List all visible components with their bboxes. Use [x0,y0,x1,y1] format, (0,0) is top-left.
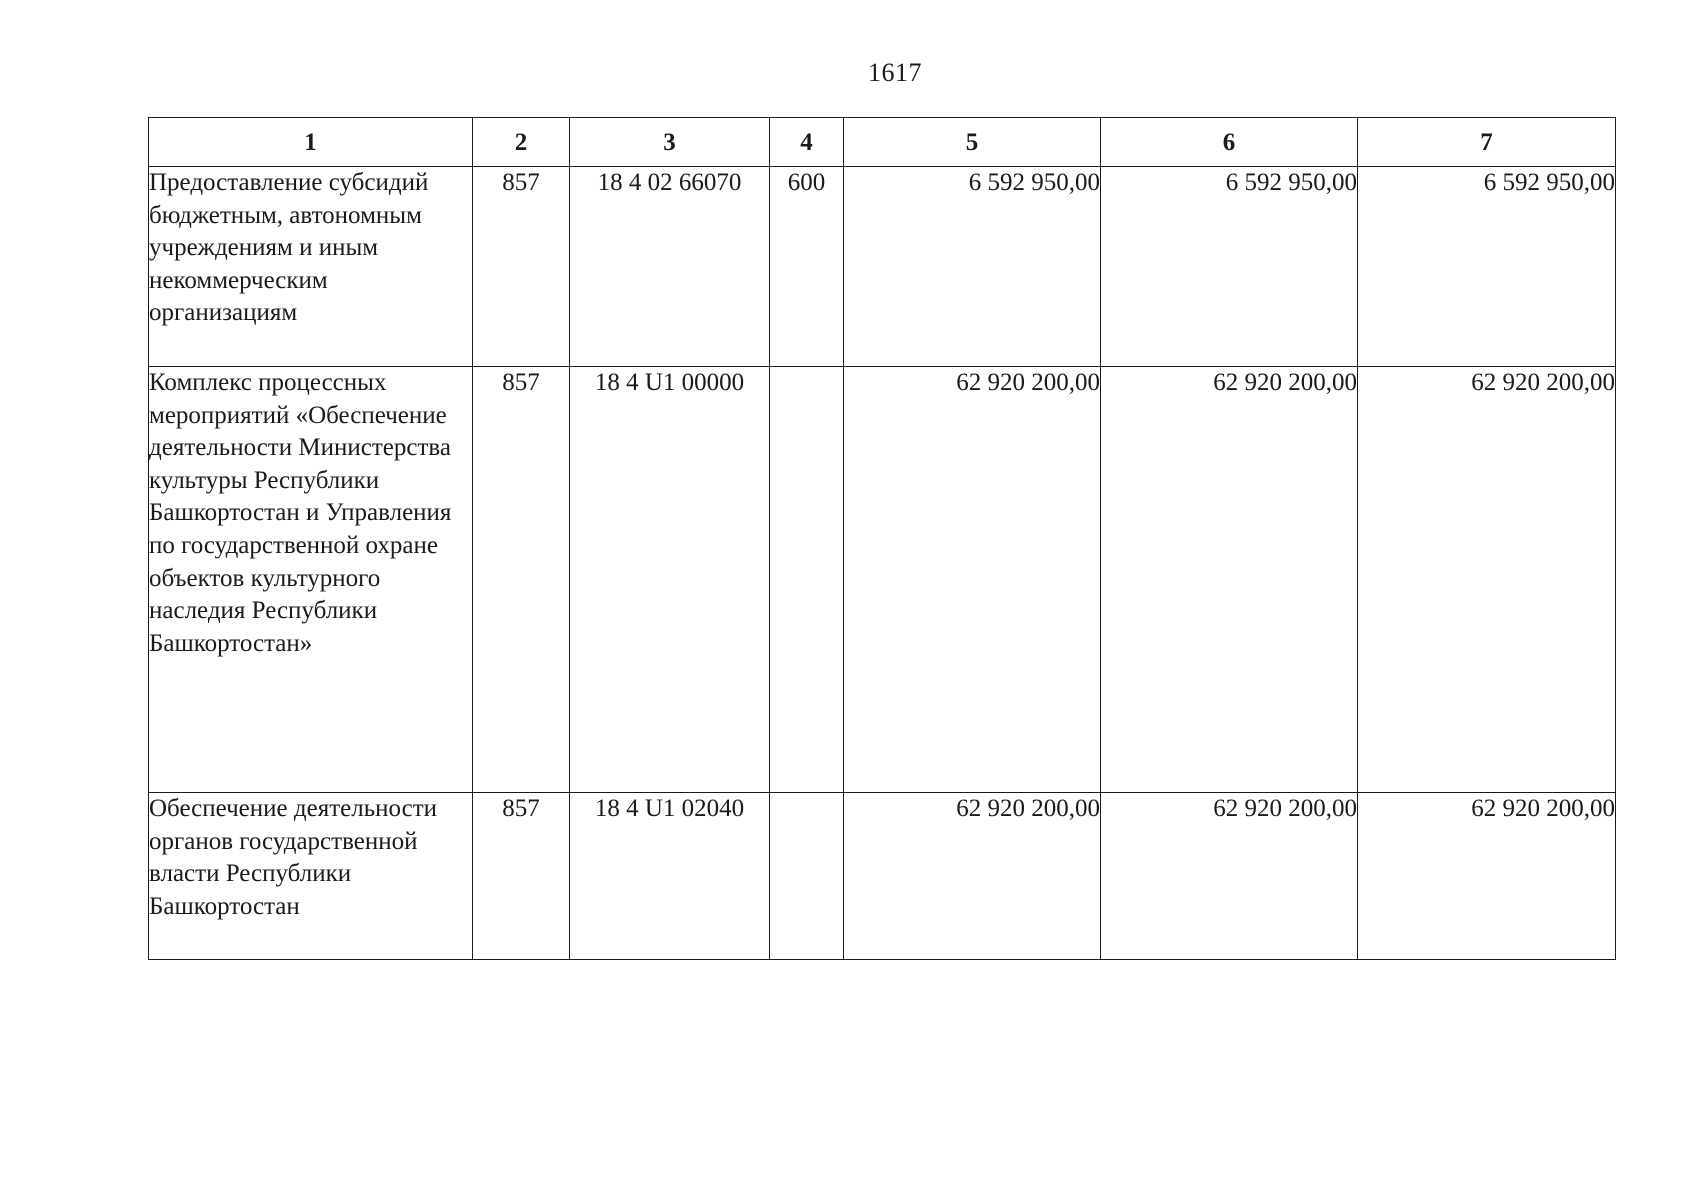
row-classification: 18 4 02 66070 [570,167,770,367]
row-amount-col6: 62 920 200,00 [1101,793,1358,960]
row-name: Обеспечение деятельности органов государственной власти Республики Башкортостан [149,793,473,960]
row-amount-col7: 6 592 950,00 [1358,167,1616,367]
row-code: 857 [473,367,570,793]
row-classification: 18 4 U1 00000 [570,367,770,793]
row-amount-col5: 6 592 950,00 [844,167,1101,367]
table-row [149,793,1616,960]
header-col-2: 2 [473,118,570,167]
row-name: Предоставление субсидий бюджетным, автономным учреждениям и иным некоммерческим организациям [149,167,473,367]
table-row [149,167,1616,367]
row-amount-col7: 62 920 200,00 [1358,367,1616,793]
row-amount-col5: 62 920 200,00 [844,793,1101,960]
row-type [770,793,844,960]
header-col-4: 4 [770,118,844,167]
row-code: 857 [473,793,570,960]
header-row [149,118,1616,167]
row-name: Комплекс процессных мероприятий «Обеспечение деятельности Министерства культуры Республики Башкортостан и Управления по государственной охране объектов культурного наследия Республики Башкортостан» [149,367,473,793]
row-type [770,367,844,793]
header-col-7: 7 [1358,118,1616,167]
header-col-3: 3 [570,118,770,167]
table-row [149,367,1616,793]
row-type: 600 [770,167,844,367]
row-amount-col5: 62 920 200,00 [844,367,1101,793]
row-amount-col6: 62 920 200,00 [1101,367,1358,793]
row-amount-col7: 62 920 200,00 [1358,793,1616,960]
row-classification: 18 4 U1 02040 [570,793,770,960]
row-code: 857 [473,167,570,367]
header-col-5: 5 [844,118,1101,167]
page-number: 1617 [868,58,922,87]
header-col-6: 6 [1101,118,1358,167]
budget-table [148,117,1616,960]
row-amount-col6: 6 592 950,00 [1101,167,1358,367]
header-col-1: 1 [149,118,473,167]
